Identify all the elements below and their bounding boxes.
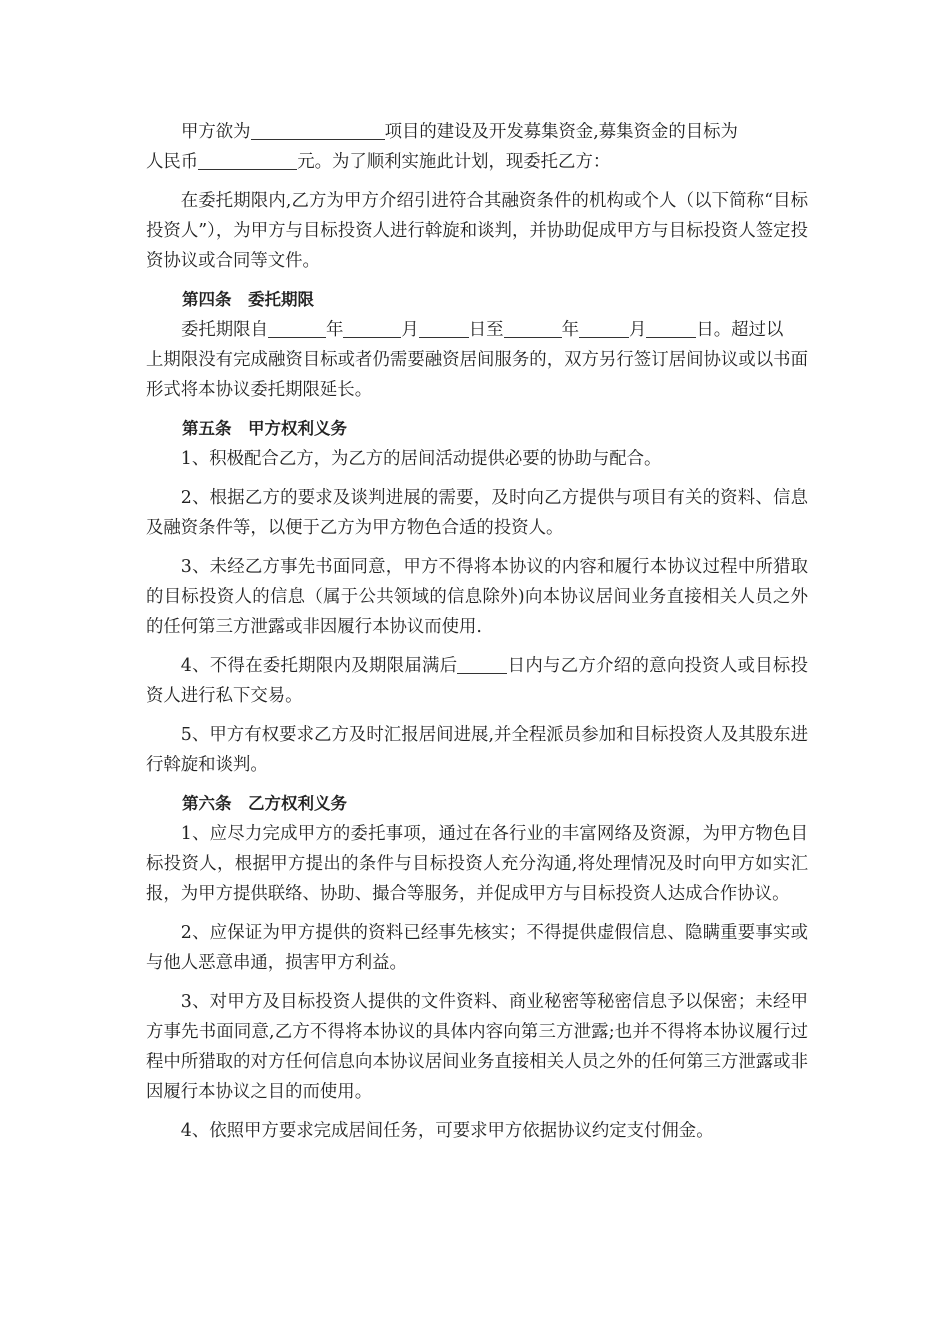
article-6-item-2: 2、应保证为甲方提供的资料已经事先核实；不得提供虚假信息、隐瞒重要事实或与他人恶意串通，损害甲方利益。 [146, 923, 808, 973]
text-run: 人民币 [146, 152, 199, 172]
text-run: 上期限没有完成融资目标或者仍需要融资居间服务的，双方另行签订居间协议或以书面形式将本协议委托期限延长。 [146, 350, 808, 400]
amount-blank [198, 150, 297, 170]
article-6-heading: 第六条 乙方权利义务 [182, 794, 347, 813]
article-5-item-5: 5、甲方有权要求乙方及时汇报居间进展,并全程派员参加和目标投资人及其股东进行斡旋和谈判。 [146, 725, 808, 775]
text-run: 日。超过以 [696, 320, 784, 340]
article-5-item-3: 3、未经乙方事先书面同意，甲方不得将本协议的内容和履行本协议过程中所猎取的目标投资人的信息（属于公共领域的信息除外)向本协议居间业务直接相关人员之外的任何第三方泄露或非因履行本协议而使用. [146, 557, 808, 637]
article-5-item-1: 1、积极配合乙方，为乙方的居间活动提供必要的协助与配合。 [180, 449, 662, 469]
end-month-blank [579, 318, 629, 338]
text-run: 月 [401, 320, 419, 340]
days-blank [457, 654, 507, 674]
end-year-blank [504, 318, 562, 338]
start-day-blank [419, 318, 469, 338]
text-run: 月 [628, 320, 647, 340]
text-run: 年 [561, 320, 579, 340]
article-6-item-4: 4、依照甲方要求完成居间任务，可要求甲方依据协议约定支付佣金。 [180, 1121, 714, 1141]
text-run: 项目的建设及开发募集资金,募集资金的目标为 [384, 122, 738, 142]
text-run: 甲方欲为 [181, 122, 251, 142]
entrust-paragraph: 在委托期限内,乙方为甲方介绍引进符合其融资条件的机构或个人（以下简称“目标投资人”），为甲方与目标投资人进行斡旋和谈判，并协助促成甲方与目标投资人签定投资协议或合同等文件。 [146, 191, 808, 271]
text-run: 元。为了顺利实施此计划，现委托乙方： [297, 152, 611, 172]
start-month-blank [343, 318, 401, 338]
start-year-blank [268, 318, 326, 338]
end-day-blank [646, 318, 696, 338]
article-4-heading: 第四条 委托期限 [182, 290, 314, 309]
article-6-item-3: 3、对甲方及目标投资人提供的文件资料、商业秘密等秘密信息予以保密；未经甲方事先书面同意,乙方不得将本协议的具体内容向第三方泄露;也并不得将本协议履行过程中所猎取的对方任何信息向本协议居间业务直接相关人员之外的任何第三方泄露或非因履行本协议之目的而使用。 [146, 992, 808, 1102]
intro-paragraph [146, 117, 808, 177]
article-5-heading: 第五条 甲方权利义务 [182, 419, 347, 438]
term-paragraph [146, 315, 808, 405]
article-6-item-1: 1、应尽力完成甲方的委托事项，通过在各行业的丰富网络及资源，为甲方物色目标投资人，根据甲方提出的条件与目标投资人充分沟通,将处理情况及时向甲方如实汇报，为甲方提供联络、协助、撮合等服务，并促成甲方与目标投资人达成合作协议。 [146, 824, 808, 904]
text-run: 年 [325, 320, 344, 340]
text-run: 日至 [468, 320, 504, 340]
text-run: 4、不得在委托期限内及期限届满后 [180, 656, 458, 676]
text-run: 委托期限自 [181, 320, 268, 340]
document-page [146, 117, 808, 1146]
project-name-blank [251, 120, 385, 140]
article-5-item-4 [146, 651, 808, 711]
article-5-item-2: 2、根据乙方的要求及谈判进展的需要，及时向乙方提供与项目有关的资料、信息及融资条件等，以便于乙方为甲方物色合适的投资人。 [146, 488, 808, 538]
text-run: 日内与乙方介绍的意向投资人或目标投资人进行私下交易。 [146, 656, 808, 706]
